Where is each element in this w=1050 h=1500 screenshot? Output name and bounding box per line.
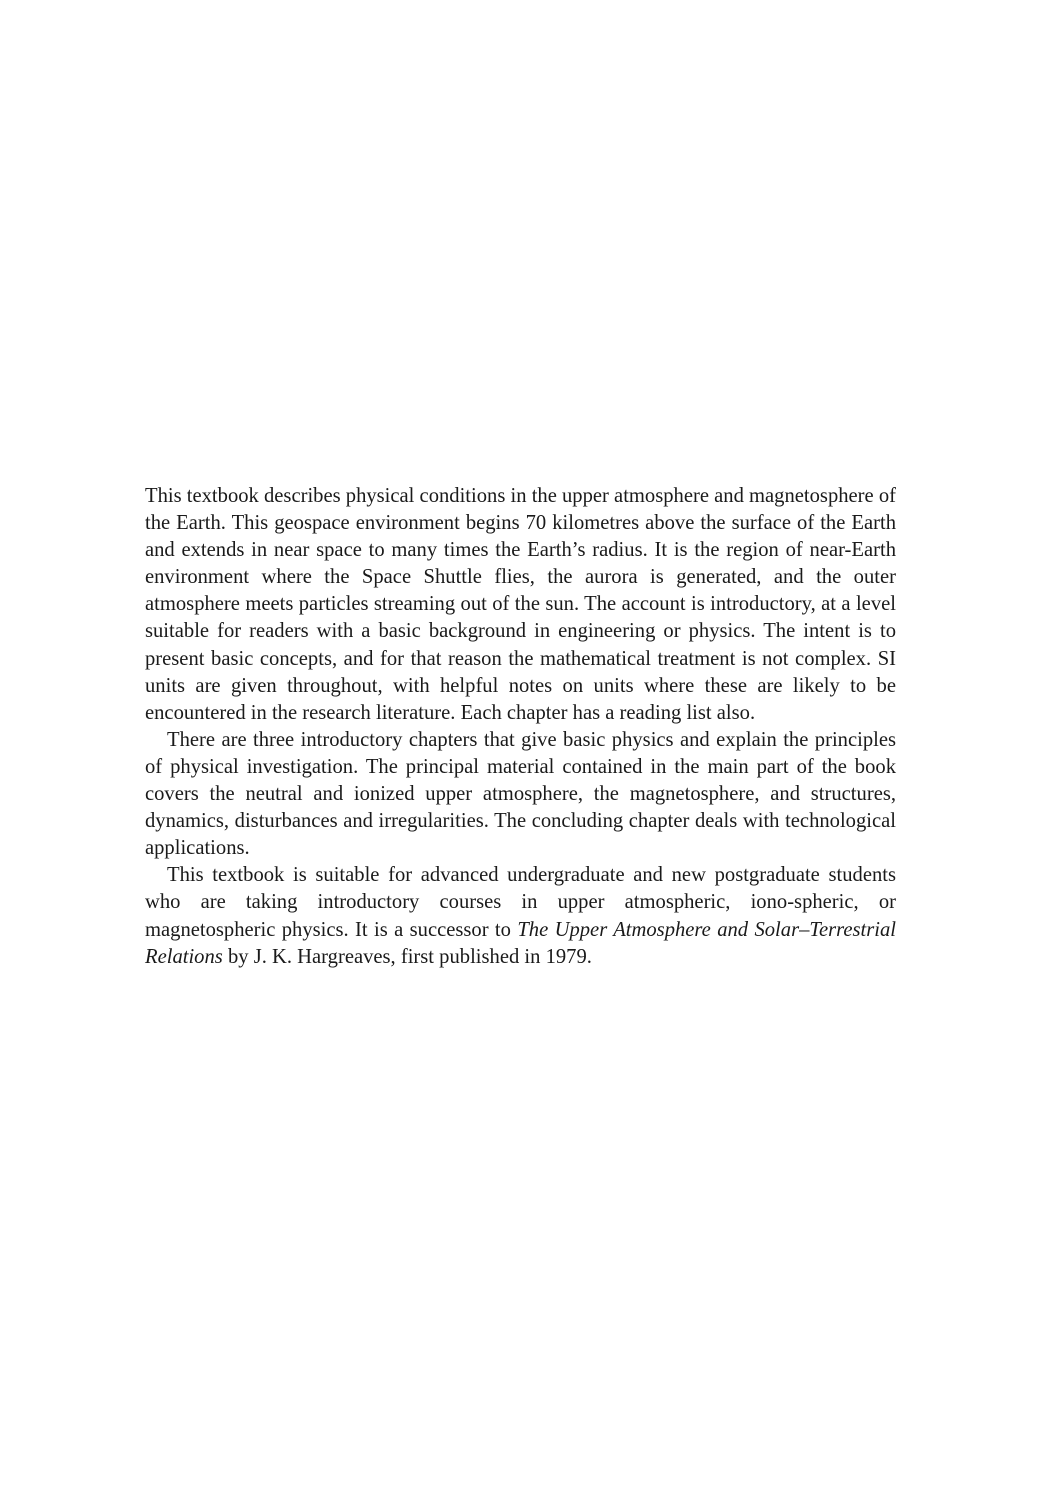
blurb-paragraph-3 [145,862,896,970]
back-cover-blurb [145,483,896,971]
blurb-paragraph-1: This textbook describes physical conditions in the upper atmosphere and magnetosphere of the Earth. This geospace environment begins 70 kilometres above the surface of the Earth and extends in near space to many times the Earth’s radius. It is the region of near-Earth environment where the Space Shuttle flies, the aurora is generated, and the outer atmosphere meets particles streaming out of the sun. The account is introductory, at a level suitable for readers with a basic background in engineering or physics. The intent is to present basic concepts, and for that reason the mathematical treatment is not complex. SI units are given throughout, with helpful notes on units where these are likely to be encountered in the research literature. Each chapter has a reading list also. [145,485,896,724]
paragraph-3-ending: by J. K. Hargreaves, first published in 1979. [222,945,592,968]
blurb-paragraph-2: There are three introductory chapters that give basic physics and explain the principles of physical investigation. The principal material contained in the main part of the book covers the neutral and ionized upper atmosphere, the magnetosphere, and structures, dynamics, disturbances and irregularities. The concluding chapter deals with technological applications. [145,728,896,860]
paragraph-3-intro: This textbook is suitable for advanced undergraduate and new postgraduate students who are taking introductory courses in upper atmospheric, iono-spheric, or magnetospheric physics. It is a successor to [145,864,896,941]
predecessor-book-title: The Upper Atmosphere and Solar–Terrestrial Relations [145,918,896,968]
